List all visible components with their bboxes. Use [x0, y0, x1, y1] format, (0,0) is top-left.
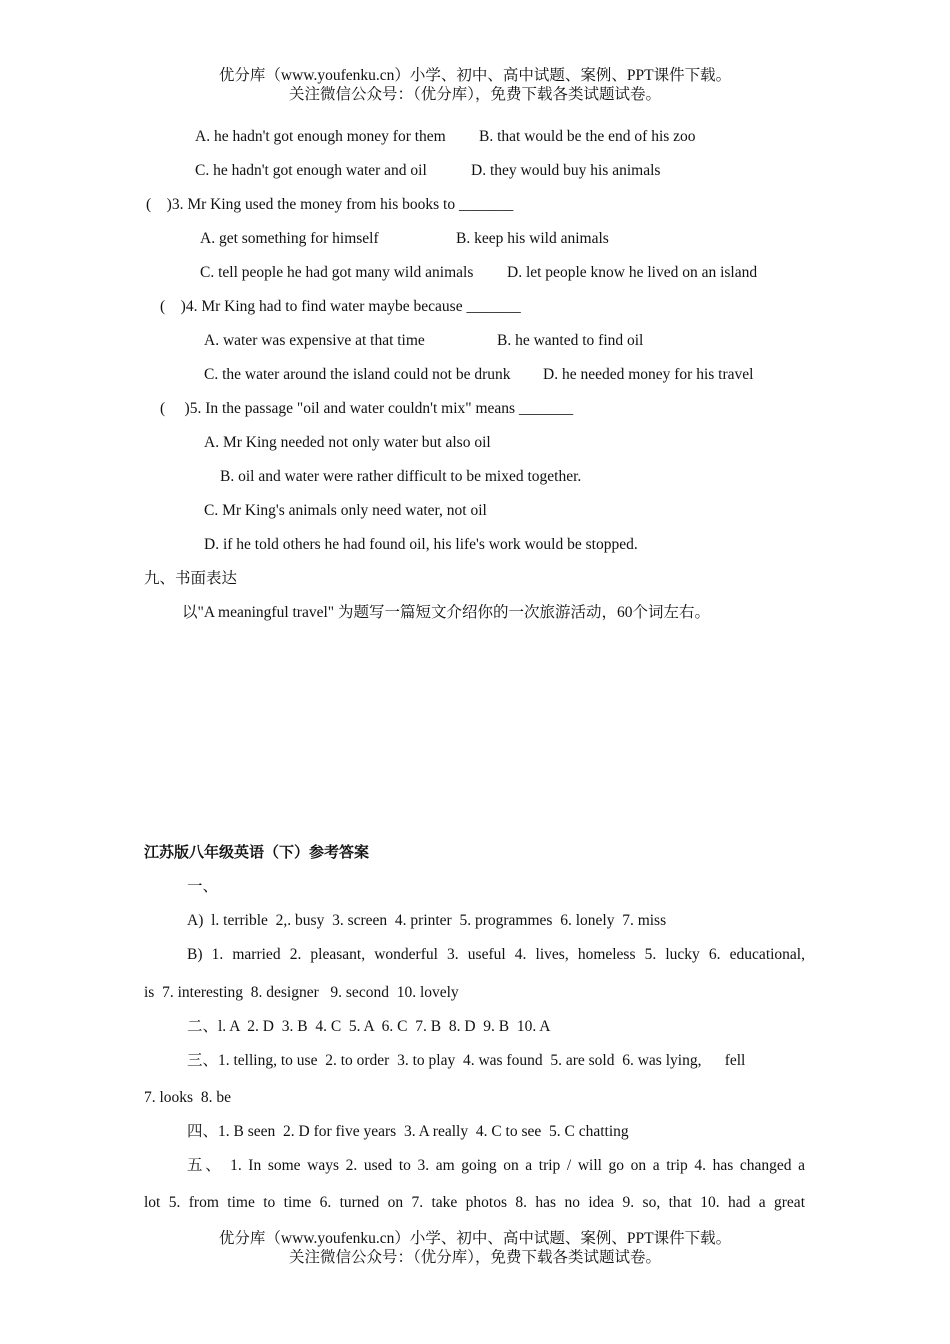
answers-section-4: 四、1. B seen 2. D for five years 3. A really 4. C to see 5. C chatting — [187, 1123, 629, 1140]
q3-option-d: D. let people know he lived on an island — [507, 264, 758, 281]
q4-option-a: A. water was expensive at that time — [204, 332, 425, 349]
q4-option-c: C. the water around the island could not be drunk — [204, 366, 511, 383]
q5-option-b: B. oil and water were rather difficult to be mixed together. — [220, 468, 582, 485]
header-line-2: 关注微信公众号：（优分库），免费下载各类试题试卷。 — [288, 86, 661, 103]
q4-stem: ( )4. Mr King had to find water maybe because _______ — [160, 298, 521, 315]
q3-option-b: B. keep his wild animals — [456, 230, 609, 247]
answers-section-1-part-a: A) l. terrible 2,. busy 3. screen 4. printer 5. programmes 6. lonely 7. miss — [187, 912, 667, 929]
q2-option-b: B. that would be the end of his zoo — [479, 128, 696, 145]
header-line-1: 优分库（www.youfenku.cn）小学、初中、高中试题、案例、PPT课件下载。 — [218, 67, 732, 84]
q3-stem: ( )3. Mr King used the money from his books to _______ — [146, 196, 514, 213]
q3-option-c: C. tell people he had got many wild animals — [200, 264, 474, 281]
q3-option-a: A. get something for himself — [200, 230, 379, 247]
footer-line-2: 关注微信公众号：（优分库），免费下载各类试题试卷。 — [288, 1249, 661, 1266]
q2-option-d: D. they would buy his animals — [471, 162, 661, 179]
answers-section-5-line-1: 五、 1. In some ways 2. used to 3. am going on a trip / will go on a trip 4. has changed a — [187, 1157, 805, 1174]
q4-option-b: B. he wanted to find oil — [497, 332, 644, 349]
answers-section-1-label: 一、 — [187, 878, 219, 895]
q5-stem: ( )5. In the passage "oil and water couldn't mix" means _______ — [160, 400, 574, 417]
q2-option-a: A. he hadn't got enough money for them — [195, 128, 446, 145]
answers-title: 江苏版八年级英语（下）参考答案 — [144, 844, 370, 861]
answers-section-1-part-b-line-1: B) 1. married 2. pleasant, wonderful 3. useful 4. lives, homeless 5. lucky 6. educational, — [187, 946, 805, 963]
writing-prompt: 以"A meaningful travel" 为题写一篇短文介绍你的一次旅游活动，60个词左右。 — [182, 604, 710, 621]
answers-section-3-line-2: 7. looks 8. be — [144, 1089, 231, 1106]
writing-heading: 九、书面表达 — [144, 570, 238, 587]
answers-section-3-line-1: 三、1. telling, to use 2. to order 3. to play 4. was found 5. are sold 6. was lying, fell — [187, 1052, 746, 1069]
q5-option-d: D. if he told others he had found oil, his life's work would be stopped. — [204, 536, 638, 553]
answers-section-1-part-b-line-2: is 7. interesting 8. designer 9. second 10. lovely — [144, 984, 459, 1001]
q4-option-d: D. he needed money for his travel — [543, 366, 754, 383]
q2-option-c: C. he hadn't got enough water and oil — [195, 162, 427, 179]
footer-line-1: 优分库（www.youfenku.cn）小学、初中、高中试题、案例、PPT课件下载。 — [218, 1230, 732, 1247]
q5-option-a: A. Mr King needed not only water but also oil — [204, 434, 491, 451]
answers-section-2: 二、l. A 2. D 3. B 4. C 5. A 6. C 7. B 8. D 9. B 10. A — [187, 1018, 551, 1035]
answers-section-5-line-2: lot 5. from time to time 6. turned on 7. take photos 8. has no idea 9. so, that 10. had a great — [144, 1194, 805, 1211]
q5-option-c: C. Mr King's animals only need water, not oil — [204, 502, 487, 519]
